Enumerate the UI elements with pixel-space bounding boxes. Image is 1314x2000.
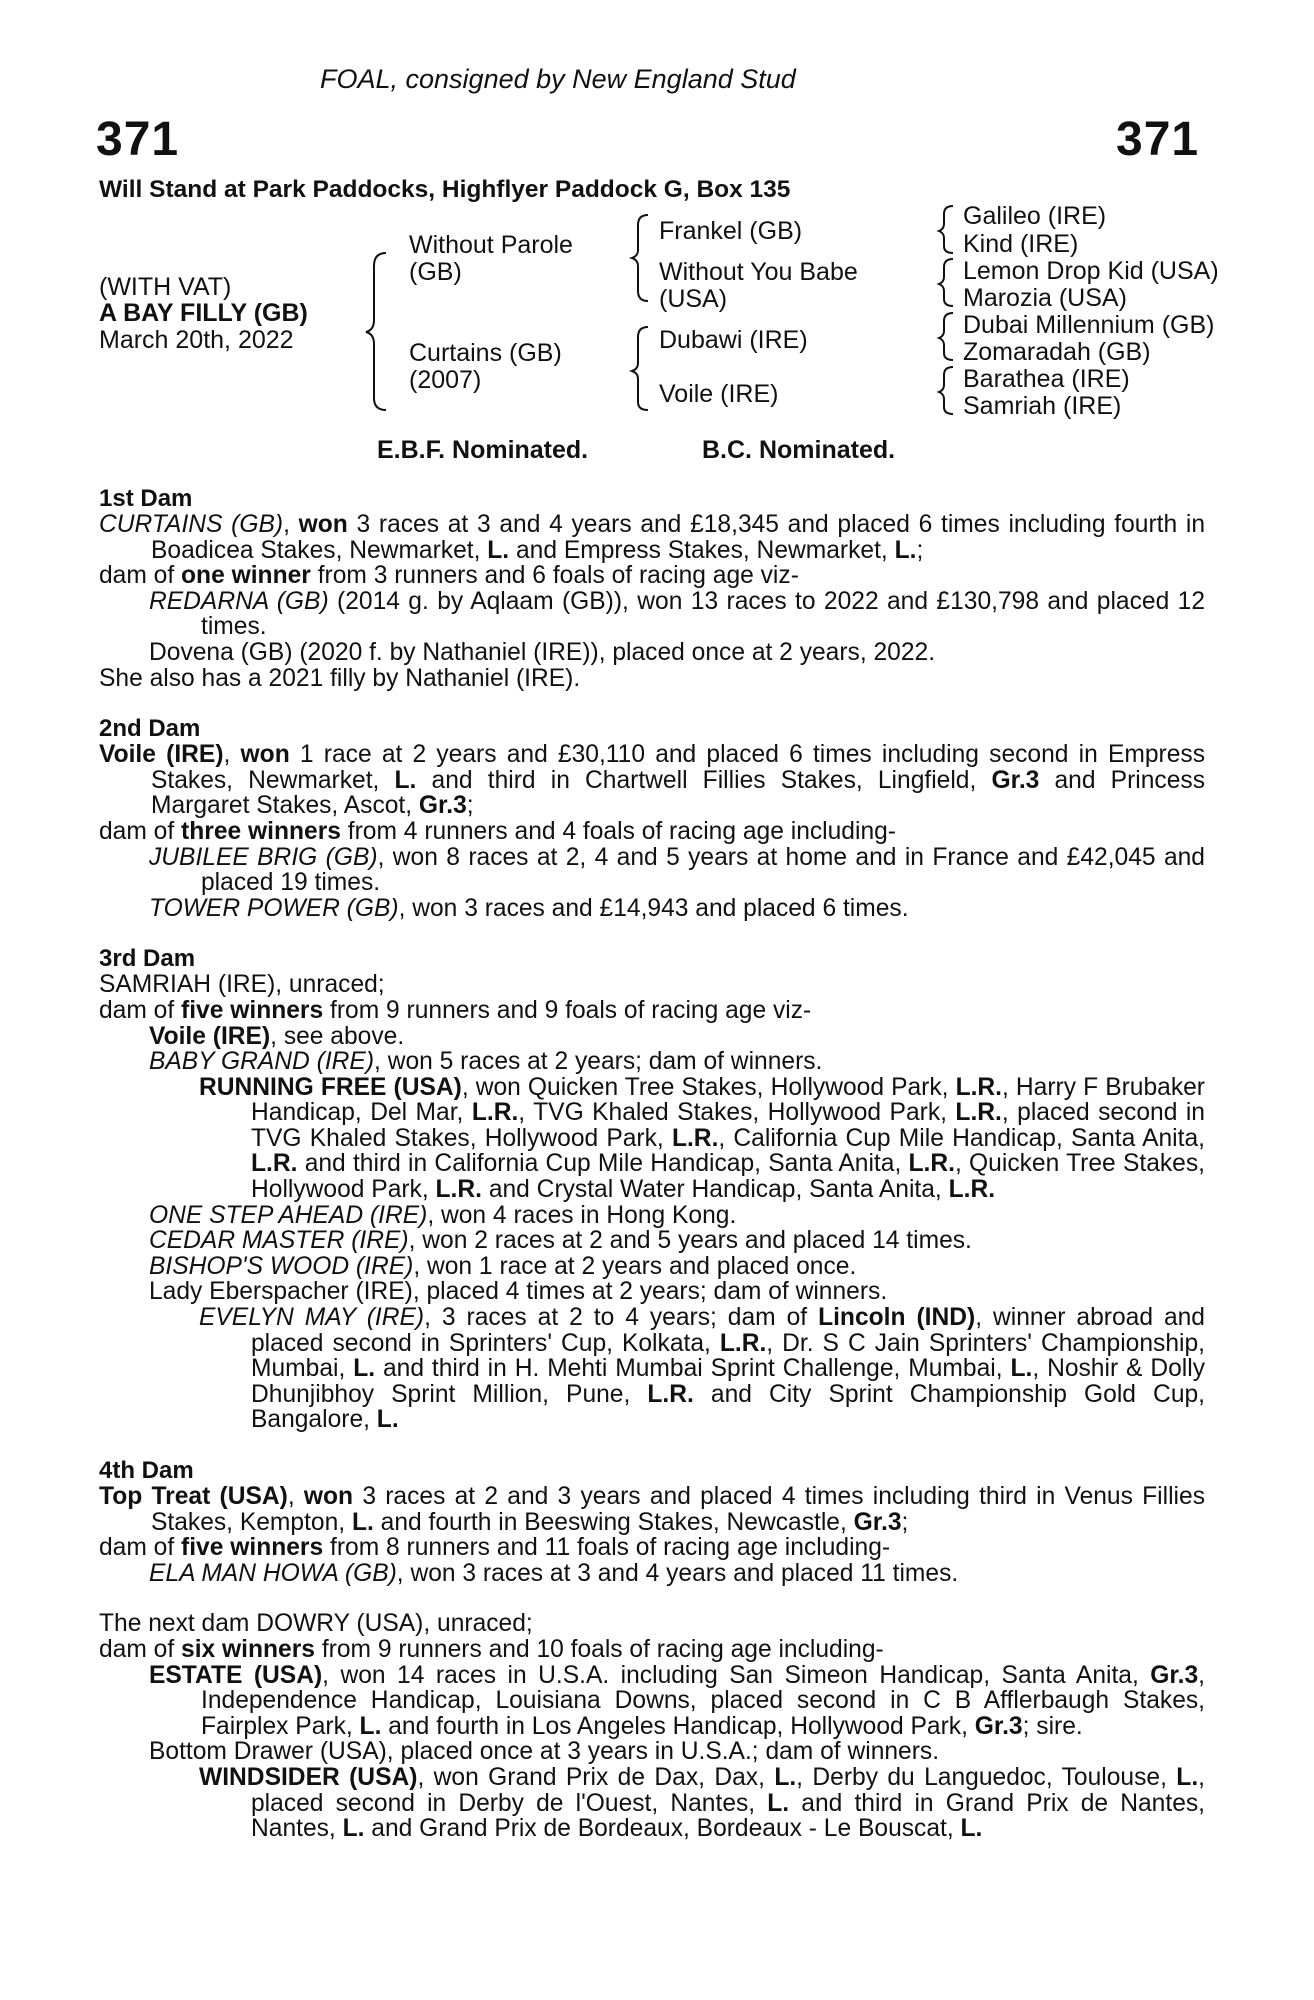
dam-name: Curtains (GB) (2007) bbox=[409, 339, 562, 394]
dam-sire: Dubawi (IRE) bbox=[659, 326, 808, 354]
gen3-3: Lemon Drop Kid (USA) bbox=[963, 257, 1219, 285]
gen3-5: Dubai Millennium (GB) bbox=[963, 311, 1215, 339]
next-dam-body: The next dam DOWRY (USA), unraced; dam of six winners from 9 runners and 10 foals of racing age including- ESTATE (USA), won 14 races in U.S.A. including San Simeon Handicap, Santa Anita, Gr.3, Independence Handicap, Louisiana Downs, placed second in C B Afflerbaugh Stakes, Fairplex Park, L. and fourth in Los Angeles Handicap, Hollywood Park, Gr.3; sire. Bottom Drawer (USA), placed once at 3 years in U.S.A.; dam of winners. WINDSIDER (USA), won Grand Prix de Dax, Dax, L., Derby du Languedoc, Toulouse, L., placed second in Derby de l'Ouest, Nantes, L. and third in Grand Prix de Nantes, Nantes, L. and Grand Prix de Bordeaux, Bordeaux - Le Bouscat, L. bbox=[99, 1610, 1206, 1843]
gen3-2: Kind (IRE) bbox=[963, 230, 1079, 258]
ebf-nomination: E.B.F. Nominated. bbox=[377, 436, 589, 464]
gen3-4: Marozia (USA) bbox=[963, 284, 1127, 312]
second-dam-body: Voile (IRE), won 1 race at 2 years and £30,110 and placed 6 times including second in Empress Stakes, Newmarket, L. and third in Chartwell Fillies Stakes, Lingfield, Gr.3 and Princess Margaret Stakes, Ascot, Gr.3; dam of three winners from 4 runners and 4 foals of racing age including- JUBILEE BRIG (GB), won 8 races at 2, 4 and 5 years at home and in France and £42,045 and placed 19 times. TOWER POWER (GB), won 3 races and £14,943 and placed 6 times. bbox=[99, 741, 1206, 922]
lot-number-right: 371 bbox=[1116, 113, 1200, 166]
second-dam-heading: 2nd Dam bbox=[99, 715, 201, 743]
gen3-6: Zomaradah (GB) bbox=[963, 338, 1151, 366]
lot-number-left: 371 bbox=[96, 113, 180, 166]
lot-dob: March 20th, 2022 bbox=[99, 326, 294, 354]
fourth-dam-body: Top Treat (USA), won 3 races at 2 and 3 years and placed 4 times including third in Venus Fillies Stakes, Kempton, L. and fourth in Beeswing Stakes, Newcastle, Gr.3; dam of five winners from 8 runners and 11 foals of racing age including- ELA MAN HOWA (GB), won 3 races at 3 and 4 years and placed 11 times. bbox=[99, 1483, 1205, 1587]
location-line: Will Stand at Park Paddocks, Highflyer Paddock G, Box 135 bbox=[99, 176, 791, 203]
sire-dam: Without You Babe (USA) bbox=[659, 258, 858, 313]
gen3-7: Barathea (IRE) bbox=[963, 365, 1130, 393]
third-dam-body: SAMRIAH (IRE), unraced; dam of five winners from 9 runners and 9 foals of racing age viz- Voile (IRE), see above. BABY GRAND (IRE), won 5 races at 2 years; dam of winners. RUNNING FREE (USA), won Quicken Tree Stakes, Hollywood Park, L.R., Harry F Brubaker Handicap, Del Mar, L.R., TVG Khaled Stakes, Hollywood Park, L.R., placed second in TVG Khaled Stakes, Hollywood Park, L.R., California Cup Mile Handicap, Santa Anita, L.R. and third in California Cup Mile Handicap, Santa Anita, L.R., Quicken Tree Stakes, Hollywood Park, L.R. and Crystal Water Handicap, Santa Anita, L.R. ONE STEP AHEAD (IRE), won 4 races in Hong Kong. CEDAR MASTER (IRE), won 2 races at 2 and 5 years and placed 14 times. BISHOP'S WOOD (IRE), won 1 race at 2 years and placed once. Lady Eberspacher (IRE), placed 4 times at 2 years; dam of winners. EVELYN MAY (IRE), 3 races at 2 to 4 years; dam of Lincoln (IND), winner abroad and placed second in Sprinters' Cup, Kolkata, L.R., Dr. S C Jain Sprinters' Championship, Mumbai, L. and third in H. Mehti Mumbai Sprint Challenge, Mumbai, L., Noshir & Dolly Dhunjibhoy Sprint Million, Pune, L.R. and City Sprint Championship Gold Cup, Bangalore, L. bbox=[99, 971, 1206, 1434]
gen3-8: Samriah (IRE) bbox=[963, 392, 1122, 420]
sire-sire: Frankel (GB) bbox=[659, 217, 803, 245]
gen3-1: Galileo (IRE) bbox=[963, 202, 1107, 230]
first-dam-body: CURTAINS (GB), won 3 races at 3 and 4 years and £18,345 and placed 6 times including fourth in Boadicea Stakes, Newmarket, L. and Empress Stakes, Newmarket, L.; dam of one winner from 3 runners and 6 foals of racing age viz- REDARNA (GB) (2014 g. by Aqlaam (GB)), won 13 races to 2022 and £130,798 and placed 12 times. Dovena (GB) (2020 f. by Nathaniel (IRE)), placed once at 2 years, 2022. She also has a 2021 filly by Nathaniel (IRE). bbox=[99, 511, 1205, 692]
sire-name: Without Parole (GB) bbox=[409, 231, 573, 286]
first-dam-heading: 1st Dam bbox=[99, 485, 193, 512]
bc-nomination: B.C. Nominated. bbox=[702, 436, 896, 464]
dam-dam: Voile (IRE) bbox=[659, 380, 779, 408]
consignment-line: FOAL, consigned by New England Stud bbox=[320, 64, 796, 94]
dam-sections bbox=[99, 486, 1205, 1842]
fourth-dam-heading: 4th Dam bbox=[99, 1457, 194, 1484]
lot-name: A BAY FILLY (GB) bbox=[99, 299, 308, 327]
vat-label: (WITH VAT) bbox=[99, 273, 232, 301]
third-dam-heading: 3rd Dam bbox=[99, 945, 196, 973]
